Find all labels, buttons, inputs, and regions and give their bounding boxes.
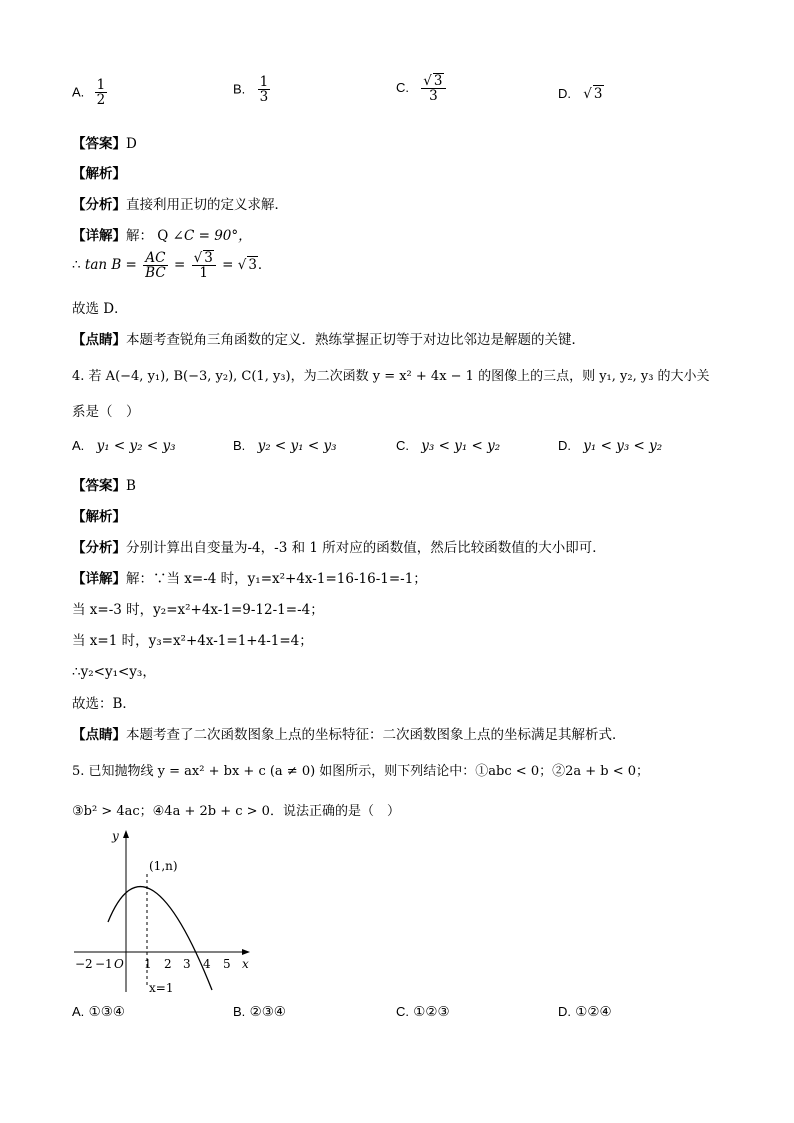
q3-option-a: A. $\frac{1}{2}$: [72, 77, 106, 108]
q3-tan-line: ∴ tan B = $\frac{AC}{BC}$ = $\frac{√ 3}{1}$ = √ 3．: [72, 249, 272, 281]
parabola-curve: [108, 887, 212, 990]
tick-label: 3: [183, 957, 191, 971]
q3-analysis-heading: 【解析】: [72, 166, 126, 182]
fraction: $\frac{√ 3}{3}$: [421, 73, 445, 104]
symmetry-axis-label: x=1: [149, 981, 174, 995]
x-axis-label: x: [242, 957, 249, 971]
q4-stem-line2: 系是（ ）: [72, 404, 140, 420]
q4-option-a: A. y₁ < y₂ < y₃: [72, 438, 176, 454]
q4-comment: 【点睛】本题考查了二次函数图象上点的坐标特征：二次函数图象上点的坐标满足其解析式．: [72, 727, 626, 743]
y-axis-label: y: [112, 829, 119, 843]
q4-option-d: D. y₁ < y₃ < y₂: [558, 438, 663, 454]
q3-fenxi: 【分析】直接利用正切的定义求解．: [72, 197, 288, 213]
fraction: $\frac{√ 3}{1}$: [192, 250, 216, 281]
q4-option-b: B. y₂ < y₁ < y₃: [233, 438, 337, 454]
tick-label: 4: [203, 957, 211, 971]
q4-answer: 【答案】B: [72, 478, 136, 494]
q4-detail: 【详解】解：∵当 x=-4 时，y₁=x²+4x-1=16-16-1=-1；: [72, 571, 427, 587]
q4-stem-line1: 4. 若 A(−4, y₁), B(−3, y₂), C(1, y₃)，为二次函数 y = x² + 4x − 1 的图像上的三点，则 y₁, y₂, y₃ 的大小关: [72, 369, 710, 384]
q4-detail-line3: 当 x=1 时，y₃=x²+4x-1=1+4-1=4；: [72, 633, 313, 649]
origin-label: O: [114, 957, 124, 971]
q3-option-c: C. $\frac{√ 3}{3}$: [396, 73, 448, 104]
q3-comment: 【点睛】本题考查锐角三角函数的定义．熟练掌握正切等于对边比邻边是解题的关键．: [72, 332, 585, 348]
q5-option-a: A. ①③④: [72, 1004, 125, 1020]
x-axis-arrow: [242, 949, 250, 955]
q5-option-d: D. ①②④: [558, 1004, 612, 1020]
q4-fenxi: 【分析】分别计算出自变量为-4，-3 和 1 所对应的函数值，然后比较函数值的大小即可．: [72, 540, 606, 556]
q5-option-b: B. ②③④: [233, 1004, 286, 1020]
q3-choose: 故选 D．: [72, 301, 128, 317]
q4-detail-line2: 当 x=-3 时，y₂=x²+4x-1=9-12-1=-4；: [72, 602, 324, 618]
q3-option-d: D. √ 3: [558, 86, 603, 102]
y-axis-arrow: [123, 830, 129, 838]
parabola-graph: [70, 828, 260, 998]
q4-option-c: C. y₃ < y₁ < y₂: [396, 438, 501, 454]
tick-label: −2: [75, 957, 93, 971]
q5-stem-line2: ③b² > 4ac；④4a + 2b + c > 0．说法正确的是（ ）: [72, 804, 400, 819]
q4-choose: 故选：B．: [72, 696, 136, 712]
q3-answer: 【答案】D: [72, 136, 137, 152]
tick-label: 1: [144, 957, 152, 971]
tick-label: 2: [164, 957, 172, 971]
fraction: $\frac{1}{2}$: [96, 77, 106, 108]
q5-option-c: C. ①②③: [396, 1004, 450, 1020]
q4-detail-line4: ∴y₂<y₁<y₃，: [72, 664, 156, 680]
q3-option-b: B. $\frac{1}{3}$: [233, 74, 269, 105]
fraction: $\frac{AC}{BC}$: [145, 249, 166, 281]
tick-label: −1: [95, 957, 113, 971]
tick-label: 5: [223, 957, 231, 971]
q3-detail: 【详解】解： Q ∠C = 90°，: [72, 228, 252, 244]
q5-stem-line1: 5. 已知抛物线 y = ax² + bx + c (a ≠ 0) 如图所示，则下列结论中：①abc < 0；②2a + b < 0；: [72, 764, 650, 779]
fraction: $\frac{1}{3}$: [259, 74, 269, 105]
vertex-label: (1,n): [149, 859, 178, 873]
q4-analysis-heading: 【解析】: [72, 509, 126, 525]
